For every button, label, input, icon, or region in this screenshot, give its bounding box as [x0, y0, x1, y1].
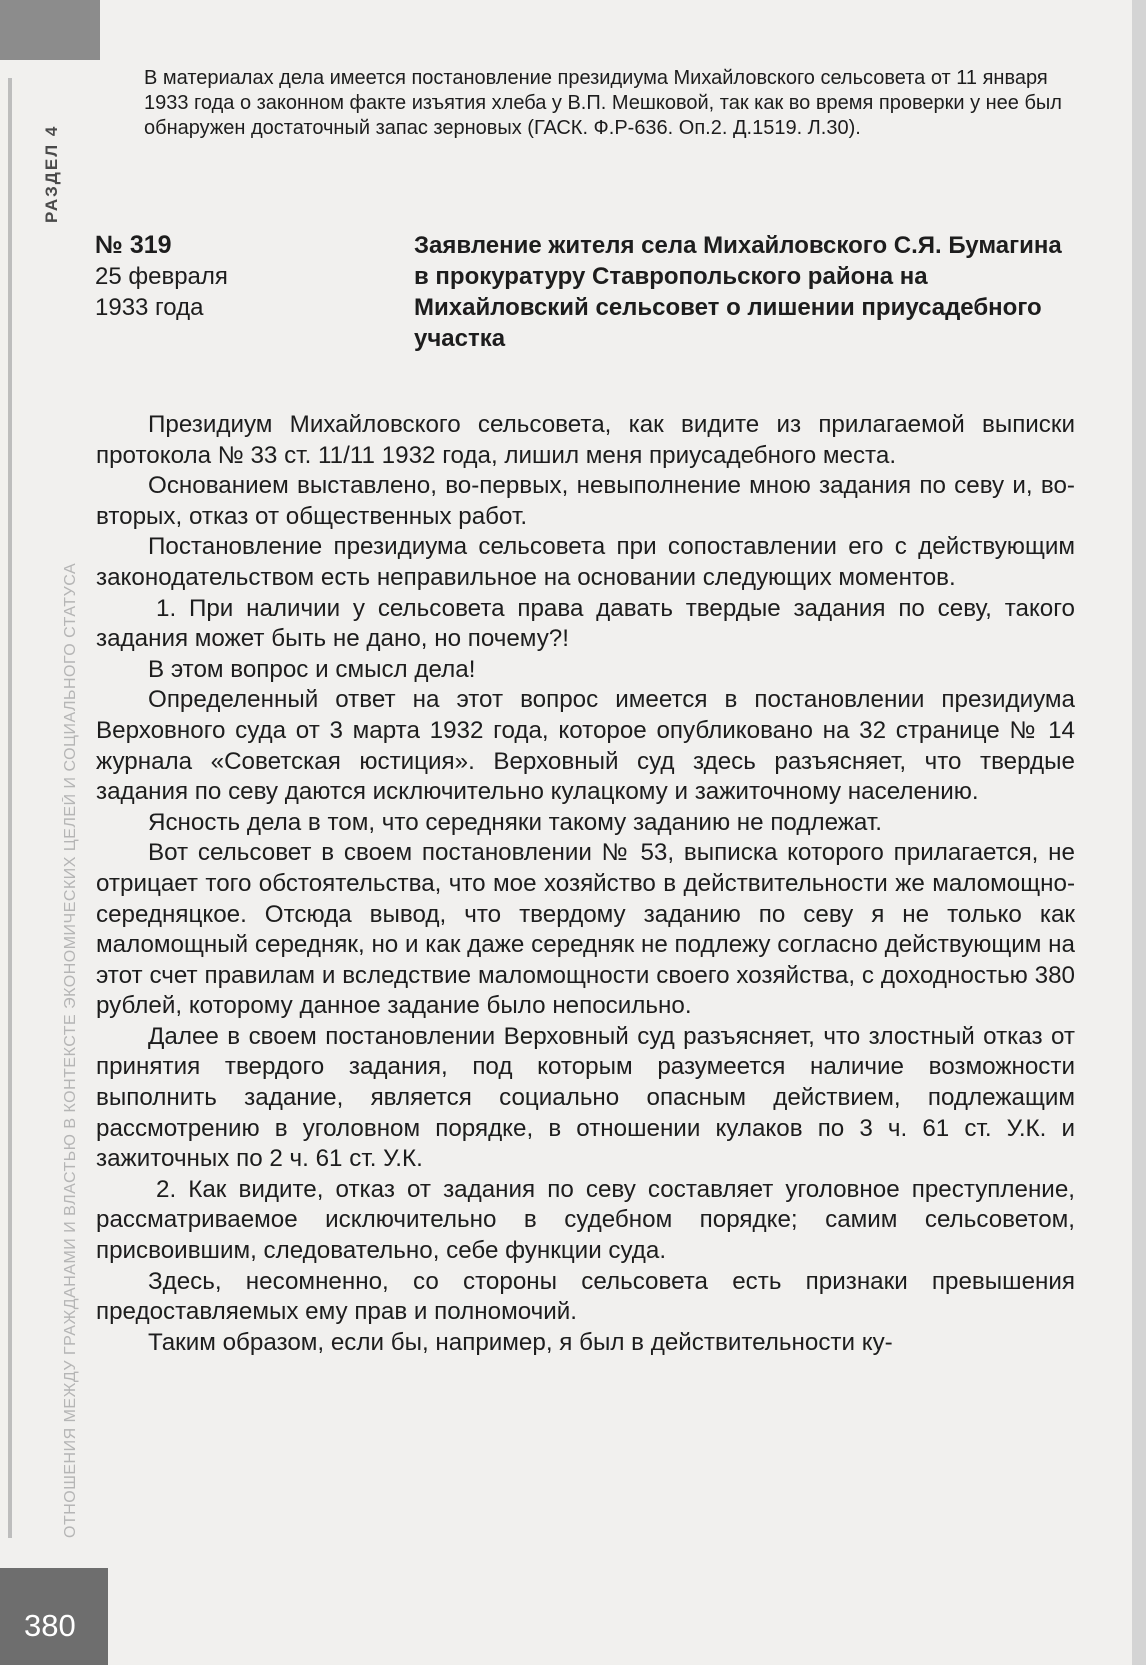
paragraph: Далее в своем постановлении Верховный суд разъясняет, что злостный отказ от принятия твердого задания, под которым разумеется наличие возможности выполнить задание, является социально опасным действием, подлежащим рассмотрению в уголовном порядке, в отношении кулаков по 3 ч. 61 ст. У.К. и зажиточных по 2 ч. 61 ст. У.К. — [96, 1022, 1075, 1173]
page-number: 380 — [0, 1568, 108, 1665]
document-meta — [95, 230, 395, 323]
paragraph: В этом вопрос и смысл дела! — [148, 655, 476, 683]
paragraph: Президиум Михайловского сельсовета, как видите из прилагаемой выписки протокола № 33 ст. 11/11 1932 года, лишил меня приусадебного места. — [96, 411, 1075, 469]
paragraph: Ясность дела в том, что середняки такому заданию не подлежат. — [148, 808, 882, 836]
document-body — [96, 410, 1075, 1358]
paragraph: Определенный ответ на этот вопрос имеется в постановлении президиума Верховного суда от 3 марта 1932 года, которое опубликовано на 32 странице № 14 журнала «Советская юстиция». Верховный суд здесь разъясняет, что твердые задания по севу даются исключительно кулацкому и зажиточному населению. — [96, 686, 1075, 806]
paragraph-numbered: 1. При наличии у сельсовета права давать твердые задания по севу, такого задания может быть не дано, но почему?! — [96, 594, 1075, 653]
footnote-text: В материалах дела имеется постановление президиума Михайловского сельсовета от 11 января 1933 года о законном факте изъятия хлеба у В.П. Мешковой, так как во время проверки у нее был обнаружен достаточный запас зерновых (ГАСК. Ф.Р-636. Оп.2. Д.1519. Л.30). — [144, 67, 1062, 139]
page-edge — [1132, 0, 1146, 1665]
series-title-text: ОТНОШЕНИЯ МЕЖДУ ГРАЖДАНАМИ И ВЛАСТЬЮ В КОНТЕКСТЕ ЭКОНОМИЧЕСКИХ ЦЕЛЕЙ И СОЦИАЛЬНОГО СТАТУСА — [62, 562, 79, 1538]
series-title — [62, 290, 84, 1540]
section-label-text: РАЗДЕЛ 4 — [42, 124, 61, 223]
document-date-year: 1933 года — [95, 294, 204, 321]
paragraph-numbered: 2. Как видите, отказ от задания по севу составляет уголовное преступление, рассматриваемое исключительно в судебном порядке; самим сельсоветом, присвоившим, следовательно, себе функции суда. — [96, 1175, 1075, 1265]
margin-rule — [8, 78, 12, 1538]
paragraph: Вот сельсовет в своем постановлении № 53, выписка которого прилагается, не отрицает того обстоятельства, что мое хозяйство в действительности же маломощно-середняцкое. Отсюда вывод, что твердому заданию по севу я не только как маломощный середняк, но и как даже середняк не подлежу согласно действующим на этот счет правилам и вследствие маломощности своего хозяйства, с доходностью 380 рублей, которому данное задание было непосильно. — [96, 839, 1075, 1020]
paragraph: Постановление президиума сельсовета при сопоставлении его с действующим законодательством есть неправильное на основании следующих моментов. — [96, 533, 1075, 591]
paragraph: Таким образом, если бы, например, я был в действительности ку- — [148, 1328, 893, 1356]
paragraph: Здесь, несомненно, со стороны сельсовета есть признаки превышения предоставляемых ему прав и полномочий. — [96, 1267, 1075, 1326]
paragraph: Основанием выставлено, во-первых, невыполнение мною задания по севу и, во-вторых, отказ от общественных работ. — [96, 472, 1075, 530]
document-number: № 319 — [95, 231, 172, 259]
top-corner-tab — [0, 0, 100, 60]
footnote — [144, 66, 1070, 141]
section-label — [40, 75, 66, 225]
document-date-day: 25 февраля — [95, 263, 228, 290]
document-title: Заявление жителя села Михайловского С.Я. Бумагина в прокуратуру Ставропольского района на Михайловский сельсовет о лишении приусадебного участка — [414, 232, 1062, 352]
